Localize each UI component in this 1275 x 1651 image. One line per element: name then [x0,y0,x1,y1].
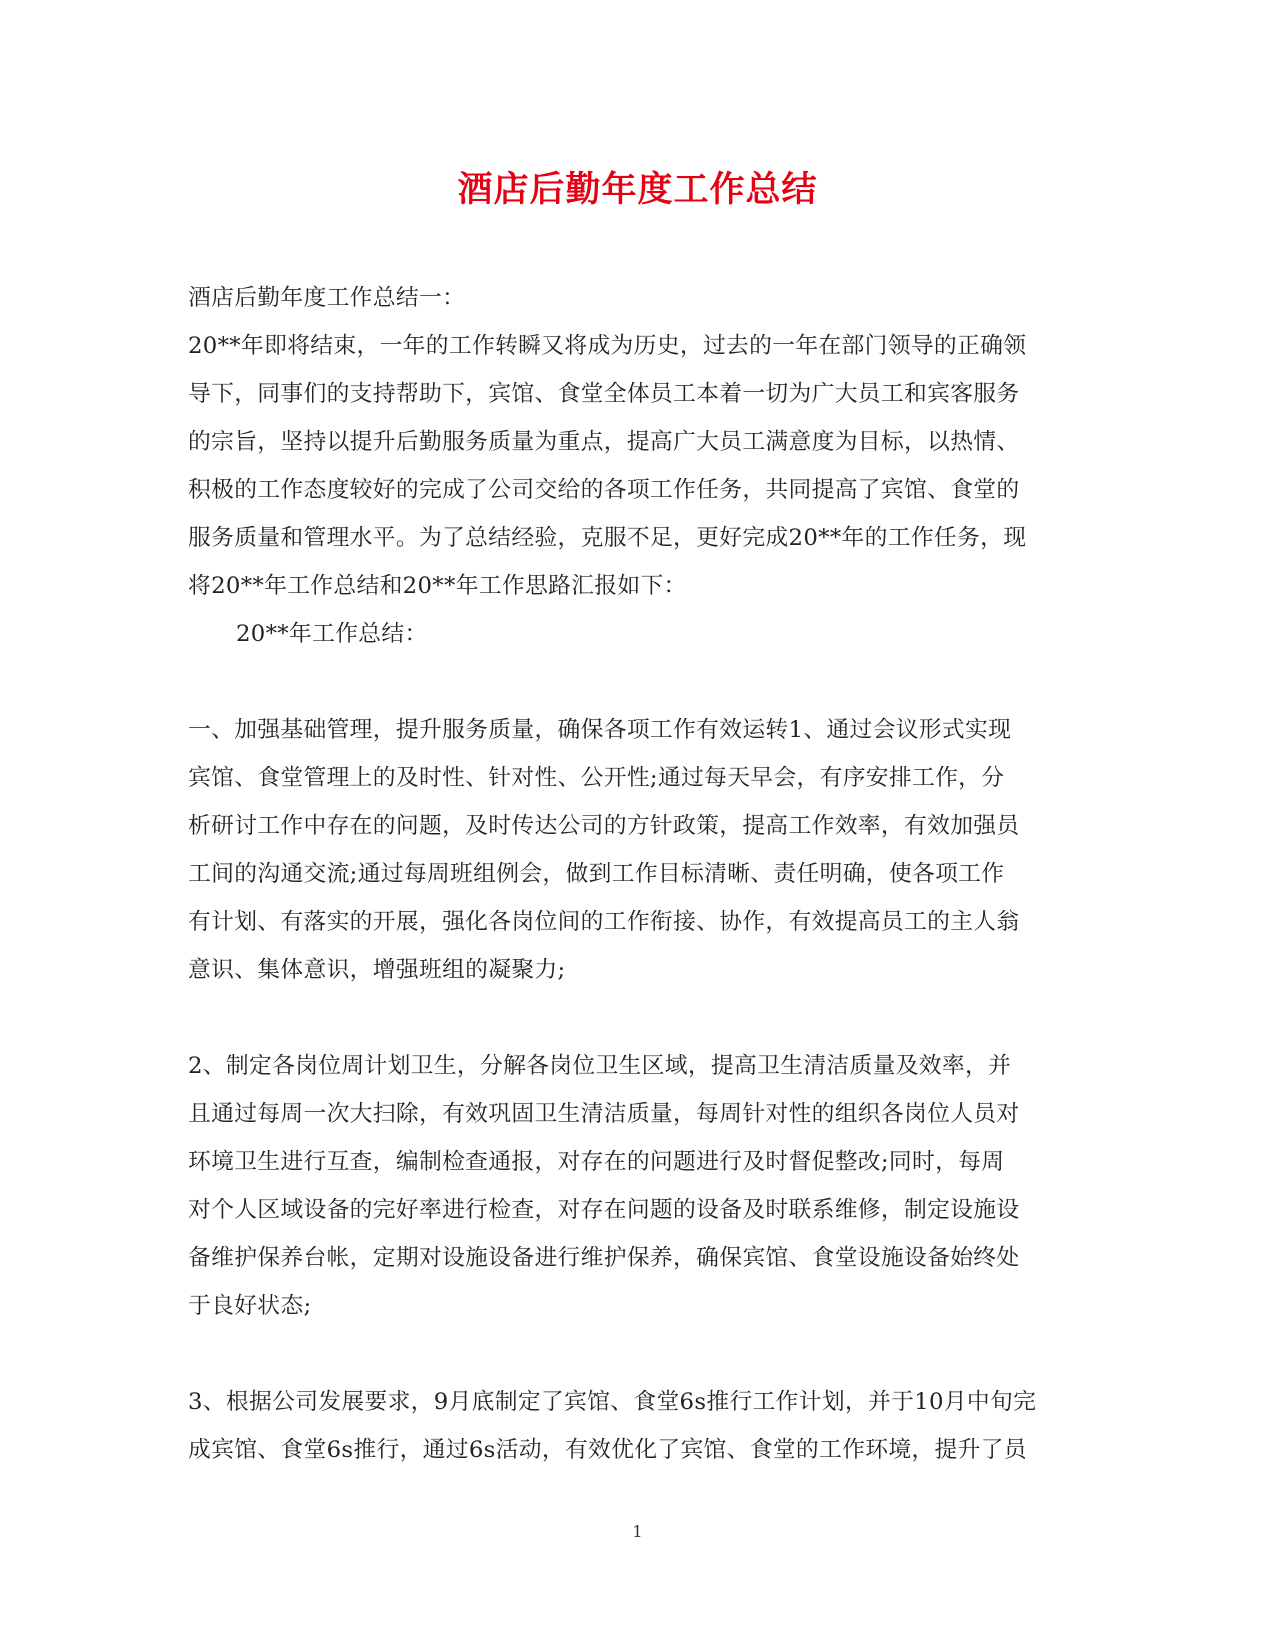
text-line: 析研讨工作中存在的问题，及时传达公司的方针政策，提高工作效率，有效加强员 [188,813,1020,839]
text-line: 对个人区域设备的完好率进行检查，对存在问题的设备及时联系维修，制定设施设 [188,1197,1020,1223]
document-title: 酒店后勤年度工作总结 [457,169,818,210]
text-line: 有计划、有落实的开展，强化各岗位间的工作衔接、协作，有效提高员工的主人翁 [188,909,1020,935]
text-line: 服务质量和管理水平。为了总结经验，克服不足，更好完成20**年的工作任务，现 [188,525,1027,551]
text-line: 成宾馆、食堂6s推行，通过6s活动，有效优化了宾馆、食堂的工作环境，提升了员 [188,1437,1027,1463]
text-line: 的宗旨，坚持以提升后勤服务质量为重点，提高广大员工满意度为目标，以热情、 [188,429,1020,455]
text-line: 工间的沟通交流;通过每周班组例会，做到工作目标清晰、责任明确，使各项工作 [188,861,1005,887]
text-line: 酒店后勤年度工作总结一： [188,285,466,311]
text-line: 于良好状态; [188,1293,312,1319]
text-line: 积极的工作态度较好的完成了公司交给的各项工作任务，共同提高了宾馆、食堂的 [188,477,1020,503]
text-line: 宾馆、食堂管理上的及时性、针对性、公开性;通过每天早会，有序安排工作，分 [188,765,1005,791]
text-line: 2、制定各岗位周计划卫生，分解各岗位卫生区域，提高卫生清洁质量及效率，并 [188,1053,1012,1079]
page-number: 1 [632,1522,643,1541]
paragraph-gap [188,658,1094,706]
text-line: 导下，同事们的支持帮助下，宾馆、食堂全体员工本着一切为广大员工和宾客服务 [188,381,1020,407]
text-line: 意识、集体意识，增强班组的凝聚力; [188,957,566,983]
text-line: 3、根据公司发展要求，9月底制定了宾馆、食堂6s推行工作计划，并于10月中旬完 [188,1389,1037,1415]
text-line: 且通过每周一次大扫除，有效巩固卫生清洁质量，每周针对性的组织各岗位人员对 [188,1101,1020,1127]
section-heading: 20**年工作总结： [236,621,428,647]
text-line: 一、加强基础管理，提升服务质量，确保各项工作有效运转1、通过会议形式实现 [188,717,1012,743]
text-line: 将20**年工作总结和20**年工作思路汇报如下： [188,573,687,599]
text-line: 备维护保养台帐，定期对设施设备进行维护保养，确保宾馆、食堂设施设备始终处 [188,1245,1020,1271]
paragraph-gap [188,994,1094,1042]
document-body [188,274,1094,1474]
text-line: 环境卫生进行互查，编制检查通报，对存在的问题进行及时督促整改;同时，每周 [188,1149,1005,1175]
text-line: 20**年即将结束，一年的工作转瞬又将成为历史，过去的一年在部门领导的正确领 [188,333,1027,359]
paragraph-gap [188,1330,1094,1378]
